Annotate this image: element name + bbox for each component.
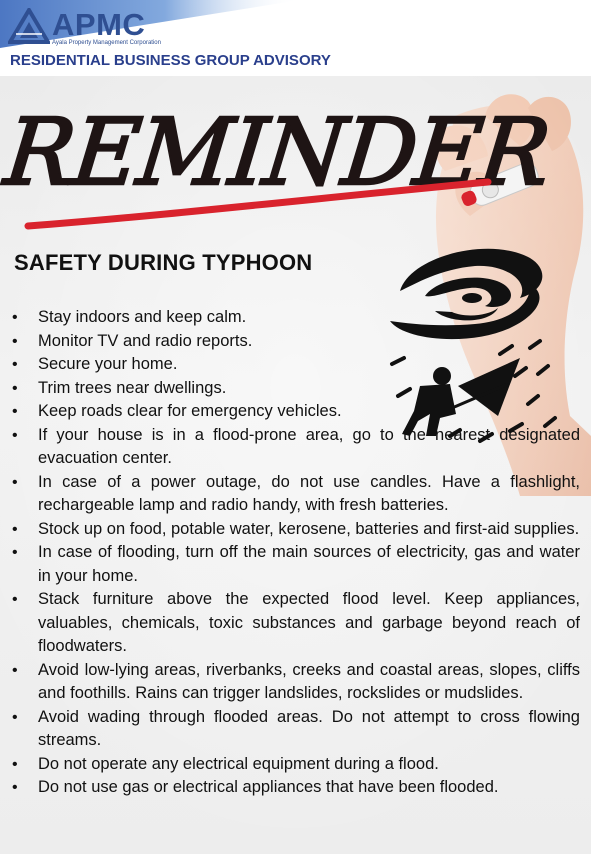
advisory-title: RESIDENTIAL BUSINESS GROUP ADVISORY <box>10 52 331 69</box>
list-item: • Keep roads clear for emergency vehicles. <box>10 400 580 424</box>
list-item: • Avoid low-lying areas, riverbanks, creeks and coastal areas, slopes, cliffs and foothills. Rains can trigger landslides, rockslides or mudslides. <box>10 659 580 706</box>
list-item: • Stack furniture above the expected flood level. Keep appliances, valuables, chemicals, toxic substances and garbage beyond reach of floodwaters. <box>10 588 580 659</box>
company-logo-text: APMC <box>52 7 146 42</box>
list-item: • Trim trees near dwellings. <box>10 377 580 401</box>
list-item: • Stock up on food, potable water, kerosene, batteries and first-aid supplies. <box>10 518 580 542</box>
list-item: • Monitor TV and radio reports. <box>10 330 580 354</box>
apmc-logo-icon <box>8 8 50 44</box>
company-name-subtext: Ayala Property Management Corporation <box>52 40 161 46</box>
list-item: • In case of flooding, turn off the main sources of electricity, gas and water in your home. <box>10 541 580 588</box>
reminder-word: REMINDER <box>0 98 554 206</box>
list-item: • If your house is in a flood-prone area, go to the nearest designated evacuation center. <box>10 424 580 471</box>
list-item: • In case of a power outage, do not use candles. Have a flashlight, rechargeable lamp and radio handy, with fresh batteries. <box>10 471 580 518</box>
safety-tips-list <box>10 306 580 800</box>
reminder-banner <box>0 76 591 236</box>
list-item: • Do not operate any electrical equipment during a flood. <box>10 753 580 777</box>
list-item: • Avoid wading through flooded areas. Do not attempt to cross flowing streams. <box>10 706 580 753</box>
section-title: SAFETY DURING TYPHOON <box>14 250 313 275</box>
reminder-card <box>0 76 591 854</box>
list-item: • Do not use gas or electrical appliances that have been flooded. <box>10 776 580 800</box>
list-item: • Stay indoors and keep calm. <box>10 306 580 330</box>
list-item: • Secure your home. <box>10 353 580 377</box>
advisory-header <box>0 0 591 76</box>
